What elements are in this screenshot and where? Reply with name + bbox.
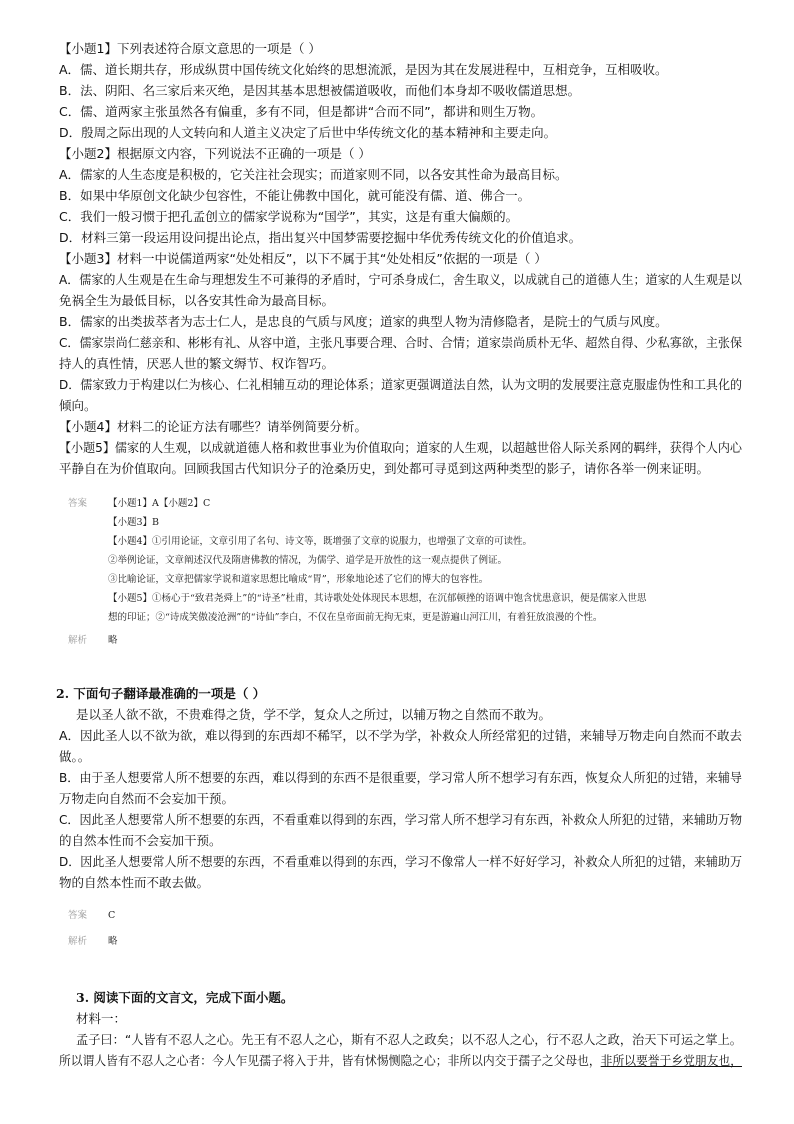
q4-sub-stem: 【小题4】材料二的论证方法有哪些？请举例简要分析。 bbox=[59, 419, 367, 434]
q2-sub-option-b: B．如果中华原创文化缺少包容性，不能让佛教中国化，就可能没有儒、道、佛合一。 bbox=[59, 188, 531, 203]
q2-sub-option-c: C．我们一般习惯于把孔孟创立的儒家学说称为“国学”，其实，这是有重大偏颇的。 bbox=[59, 209, 519, 224]
question-2-title: 2. 下面句子翻译最准确的一项是（ ） bbox=[56, 686, 266, 701]
answer-line: 【小题5】①杨心于“致君尧舜上”的“诗圣”杜甫，其诗歌处处体现民本思想，在沉郁顿挫的语调中饱含忧患意识，便是儒家入世思 bbox=[108, 593, 647, 604]
q5-sub-stem: 【小题5】儒家的人生观，以成就道德人格和救世事业为价值取向；道家的人生观，以超越世俗人际关系网的羁绊，获得个人内心 bbox=[59, 440, 742, 455]
q2-option-a: A．因此圣人以不欲为欲，难以得到的东西却不稀罕，以不学为学，补救众人所经常犯的过错，来辅导万物走向自然而不敢去 bbox=[59, 728, 743, 743]
analysis-label: 解析 bbox=[68, 635, 88, 646]
q1-option-a: A．儒、道长期共存，形成纵贯中国传统文化始终的思想流派，是因为其在发展进程中，互相竞争，互相吸收。 bbox=[59, 62, 668, 77]
material-text-line bbox=[59, 1051, 742, 1071]
q2-option-c2: 的自然本性而不会妄加干预。 bbox=[59, 833, 222, 848]
q2-sub-option-a: A．儒家的人生态度是积极的，它关注社会现实；而道家则不同，以各安其性命为最高目标。 bbox=[59, 167, 568, 182]
q2-option-d: D．因此圣人想要常人所不想要的东西，不看重难以得到的东西，学习不像常人一样不好好学习，补救众人所犯的过错，来辅助万 bbox=[59, 854, 743, 869]
question-3-title: 3. 阅读下面的文言文，完成下面小题。 bbox=[76, 990, 294, 1005]
analysis-value: 略 bbox=[108, 936, 118, 947]
q3-sub-option-d2: 倾向。 bbox=[59, 398, 97, 413]
q3-sub-option-a: A．儒家的人生观是在生命与理想发生不可兼得的矛盾时，宁可杀身成仁，舍生取义，以成就自己的道德人生；道家的人生观是以 bbox=[59, 272, 742, 287]
q1-option-b: B．法、阴阳、名三家后来灭绝，是因其基本思想被儒道吸收，而他们本身却不吸收儒道思想。 bbox=[59, 83, 581, 98]
q1-option-d: D．殷周之际出现的人文转向和人道主义决定了后世中华传统文化的基本精神和主要走向。 bbox=[59, 125, 557, 140]
material-text-segment: 所以谓人皆有不忍人之心者：今人乍见孺子将入于井，皆有怵惕恻隐之心；非所以内交于孺子之父母也， bbox=[59, 1053, 601, 1068]
q3-sub-option-c: C．儒家崇尚仁慈亲和、彬彬有礼、从容中道，主张凡事要合理、合时、合情；道家崇尚质朴无华、超然自得、少私寡欲，主张保 bbox=[59, 335, 743, 350]
q3-sub-stem: 【小题3】材料一中说儒道两家“处处相反”，以下不属于其“处处相反”依据的一项是（ ） bbox=[59, 251, 547, 266]
analysis-value: 略 bbox=[108, 635, 118, 646]
q3-sub-option-c2: 持人的真性情，厌恶人世的繁文缛节、权诈智巧。 bbox=[59, 356, 335, 371]
answer-line: 【小题4】①引用论证，文章引用了名句、诗文等，既增强了文章的说服力，也增强了文章的可读性。 bbox=[108, 536, 533, 547]
material-label: 材料一： bbox=[76, 1011, 127, 1026]
q2-source-sentence: 是以圣人欲不欲，不贵难得之货，学不学，复众人之所过，以辅万物之自然而不敢为。 bbox=[76, 707, 552, 722]
q2-option-d2: 物的自然本性而不敢去做。 bbox=[59, 875, 210, 890]
q5-sub-stem2: 平静自在为价值取向。回顾我国古代知识分子的沧桑历史，到处都可寻觅到这两种类型的影子，请你各举一例来证明。 bbox=[59, 461, 710, 476]
q2-option-c: C．因此圣人想要常人所不想要的东西，不看重难以得到的东西，学习常人所不想学习有东西，补救众人所犯的过错，来辅助万物 bbox=[59, 812, 743, 827]
answer-line: 想的印证；②“诗成笑傲凌沧洲”的“诗仙”李白，不仅在皇帝面前无拘无束，更是游遍山河江川，有着狂放浪漫的个性。 bbox=[108, 612, 603, 623]
answer-line: ③比喻论证，文章把儒家学说和道家思想比喻成“胃”，形象地论述了它们的博大的包容性。 bbox=[108, 574, 489, 585]
underlined-text-segment: 非所以要誉于乡党朋友也， bbox=[600, 1053, 742, 1068]
answer-line: ②举例论证，文章阐述汉代及隋唐佛教的情况，为儒学、道学是开放性的这一观点提供了例证。 bbox=[108, 555, 508, 566]
q2-sub-option-d: D．材料三第一段运用设问提出论点，指出复兴中国梦需要挖掘中华优秀传统文化的价值追求。 bbox=[59, 230, 582, 245]
material-text-line: 孟子曰：“人皆有不忍人之心。先王有不忍人之心，斯有不忍人之政矣；以不忍人之心，行不忍人之政，治天下可运之掌上。 bbox=[76, 1032, 743, 1047]
q2-sub-stem: 【小题2】根据原文内容，下列说法不正确的一项是（ ） bbox=[59, 146, 371, 161]
q3-sub-option-d: D．儒家致力于构建以仁为核心、仁礼相辅互动的理论体系；道家更强调道法自然，认为文明的发展要注意克服虚伪性和工具化的 bbox=[59, 377, 743, 392]
answer-label: 答案 bbox=[68, 498, 88, 509]
q2-option-b2: 万物走向自然而不会妄加干预。 bbox=[59, 791, 235, 806]
q1-option-c: C．儒、道两家主张虽然各有偏重，多有不同，但是都讲“合而不同”，都讲和则生万物。 bbox=[59, 104, 544, 119]
q2-option-a2: 做。。 bbox=[59, 749, 91, 764]
q3-sub-option-b: B．儒家的出类拔萃者为志士仁人，是忠良的气质与风度；道家的典型人物为清修隐者，是院士的气质与风度。 bbox=[59, 314, 668, 329]
answer-value: C bbox=[108, 910, 116, 921]
q2-option-b: B．由于圣人想要常人所不想要的东西，难以得到的东西不是很重要，学习常人所不想学习有东西，恢复众人所犯的过错，来辅导 bbox=[59, 770, 742, 785]
q1-stem: 【小题1】下列表述符合原文意思的一项是（ ） bbox=[59, 41, 321, 56]
q3-sub-option-a2: 免祸全生为最低目标，以各安其性命为最高目标。 bbox=[59, 293, 335, 308]
analysis-label: 解析 bbox=[68, 936, 88, 947]
answer-line: 【小题3】B bbox=[108, 517, 160, 528]
answer-label: 答案 bbox=[68, 910, 88, 921]
answer-line: 【小题1】A【小题2】C bbox=[108, 498, 211, 509]
